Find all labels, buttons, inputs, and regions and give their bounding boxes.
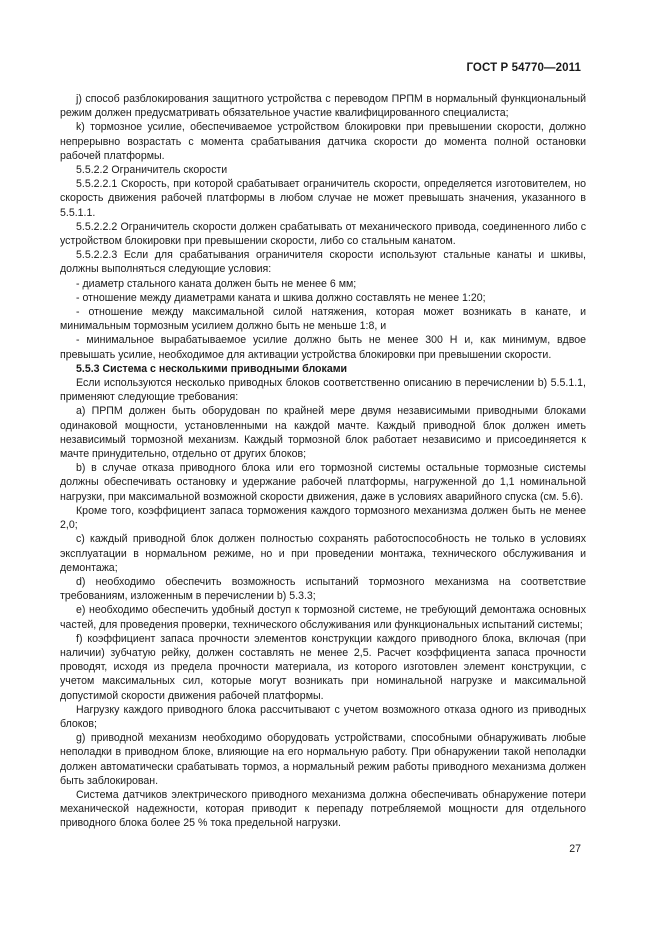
condition-item: - отношение между максимальной силой натяжения, которая может возникать в канате, и минимальным тормозным усилием должно быть не меньше 1:8, и	[60, 306, 586, 333]
condition-item: - отношение между диаметрами каната и шкива должно составлять не менее 1:20;	[76, 291, 486, 304]
list-item-a: a) ПРПМ должен быть оборудован по крайней мере двумя независимыми приводными блоками одинаковой мощности, установленными на каждой мачте. Каждый приводной блок должен иметь независимый тормозной механизм. Каждый тормозной блок работает независимо и присоединяется к мачте принудительно, отдельно от других блоков;	[60, 405, 586, 461]
page-number: 27	[569, 843, 581, 855]
list-item-j: j) способ разблокирования защитного устройства с переводом ПРПМ в нормальный функциональный режим должен предусматривать обязательное участие квалифицированного специалиста;	[60, 93, 586, 120]
paragraph: Система датчиков электрического приводного механизма должна обеспечивать обнаружение потери механической надежности, которая приводит к перепаду потребляемой мощности для отдельного приводного блока более 25 % тока предельной нагрузки.	[60, 788, 586, 830]
list-item-g: g) приводной механизм необходимо оборудовать устройствами, способными обнаруживать любые неполадки в приводном блоке, влияющие на его нормальную работу. При обнаружении такой неполадки должен автоматически срабатывать тормоз, а нормальный режим работы приводного механизма должен быть заблокирован.	[60, 732, 586, 787]
list-item-d: d) необходимо обеспечить возможность испытаний тормозного механизма на соответствие требованиям, изложенным в перечислении b) 5.3.3;	[60, 575, 586, 603]
standard-code: ГОСТ Р 54770—2011	[466, 62, 581, 74]
list-item-k: k) тормозное усилие, обеспечиваемое устройством блокировки при превышении скорости, должно непрерывно возрастать с момента срабатывания датчика скорости до момента полной остановки рабочей платформы.	[60, 121, 586, 162]
document-body	[60, 92, 586, 831]
paragraph-intro: Если используются несколько приводных блоков соответственно описанию в перечислении b) 5.5.1.1, применяют следующие требования:	[60, 377, 586, 404]
paragraph: Нагрузку каждого приводного блока рассчитывают с учетом возможного отказа одного из приводных блоков;	[60, 703, 586, 730]
list-item-e: e) необходимо обеспечить удобный доступ к тормозной системе, не требующий демонтажа основных частей, для проведения проверки, технического обслуживания или функциональных испытаний системы;	[60, 604, 586, 631]
paragraph-5-5-2-2-1: 5.5.2.2.1 Скорость, при которой срабатывает ограничитель скорости, определяется изготовителем, но скорость движения рабочей платформы в любом случае не может превышать значения, указанного в 5.5.1.1.	[60, 178, 586, 219]
paragraph-5-5-2-2-2: 5.5.2.2.2 Ограничитель скорости должен срабатывать от механического привода, соединенного либо с устройством блокировки при превышении скорости, либо со стальным канатом.	[60, 220, 586, 248]
subsection-heading-5-5-2-2: 5.5.2.2 Ограничитель скорости	[76, 164, 228, 177]
list-item-f: f) коэффициент запаса прочности элементов конструкции каждого приводного блока, включая (при наличии) зубчатую рейку, должен составлять не менее 2,5. Расчет коэффициента запаса прочности проводят, исходя из предела прочности материала, из которого изготовлен элемент конструкции, с учетом максимальных сил, которые могут возникать при номинальной нагрузке и максимальной допустимой скорости движения рабочей платформы.	[60, 632, 586, 702]
condition-item: - минимальное вырабатываемое усилие должно быть не менее 300 Н и, как минимум, вдвое превышать усилие, необходимое для активации устройства блокировки при превышении скорости.	[60, 334, 586, 361]
list-item-b: b) в случае отказа приводного блока или его тормозной системы остальные тормозные системы должны обеспечивать остановку и удержание рабочей платформы, нагруженной до 1,1 номинальной нагрузки, при максимальной возможной скорости движения, даже в условиях аварийного спуска (см. 5.6).	[60, 462, 586, 503]
section-heading-5-5-3: 5.5.3 Система с несколькими приводными блоками	[76, 362, 348, 375]
condition-item: - диаметр стального каната должен быть не менее 6 мм;	[76, 277, 357, 290]
list-item-c: c) каждый приводной блок должен полностью сохранять работоспособность не только в условиях эксплуатации в нормальном режиме, но и при проведении монтажа, технического обслуживания и демонтажа;	[60, 533, 586, 574]
paragraph: Кроме того, коэффициент запаса торможения каждого тормозного механизма должен быть не менее 2,0;	[60, 504, 586, 532]
paragraph-5-5-2-2-3: 5.5.2.2.3 Если для срабатывания ограничителя скорости используют стальные канаты и шкивы, должны выполняться следующие условия:	[60, 249, 586, 276]
